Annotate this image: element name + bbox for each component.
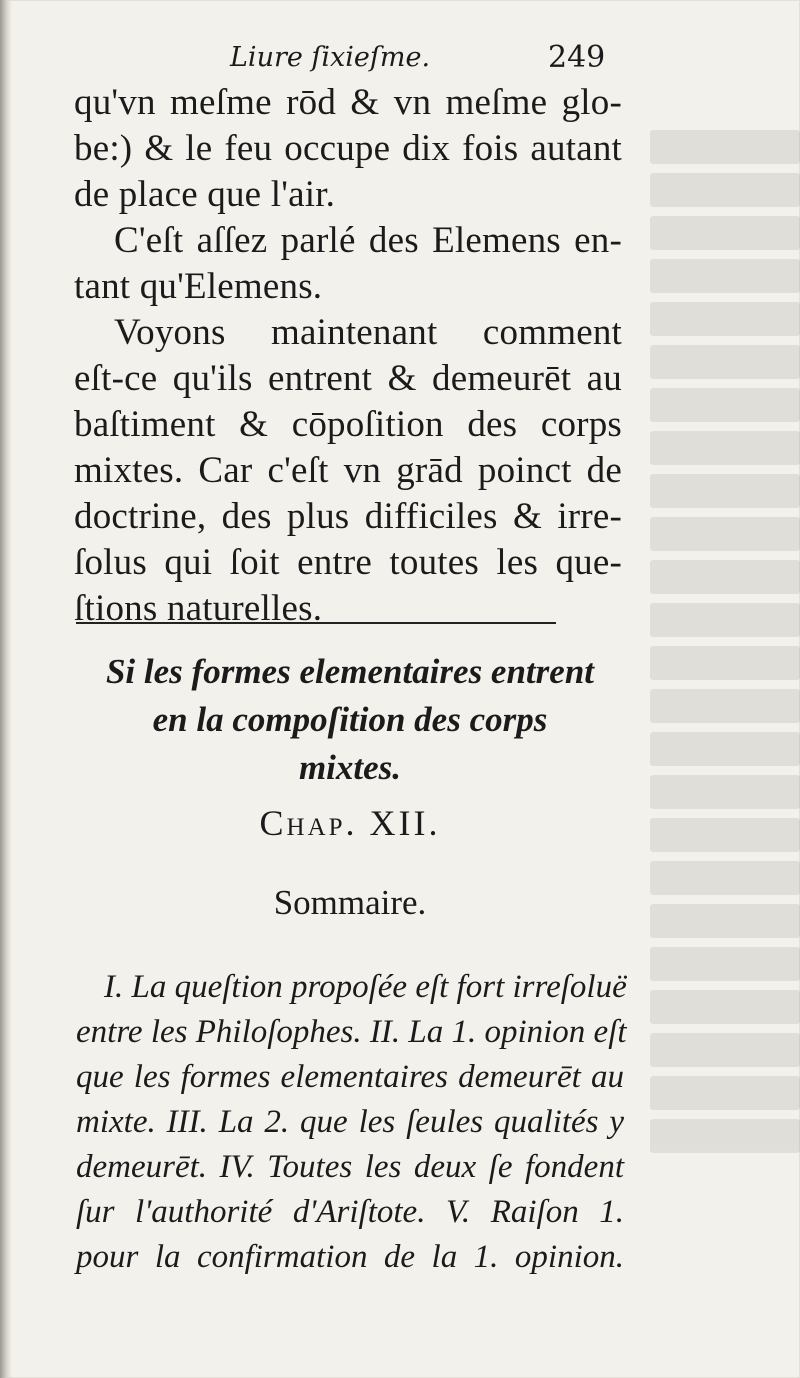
text-line: baſtiment & cōpoſition des corps bbox=[74, 404, 622, 445]
chapter-title-line: en la compoſition des corps bbox=[152, 700, 548, 739]
chapter-number bbox=[76, 802, 624, 844]
chapter-title bbox=[76, 648, 624, 792]
text-line: C'eſt aſſez parlé des Elemens en- bbox=[114, 220, 622, 261]
text-line: qu'vn meſme rōd & vn meſme glo- bbox=[74, 82, 622, 123]
chapter-title-line: Si les formes elementaires entrent bbox=[105, 652, 595, 691]
running-head-title: Liure ſixieſme. bbox=[230, 42, 431, 73]
summary-line: ſur l'authorité d'Ariſtote. V. Raiſon 1. bbox=[76, 1194, 624, 1230]
sommaire-heading: Sommaire. bbox=[273, 883, 427, 922]
show-through-ink bbox=[650, 130, 800, 1180]
page-number: 249 bbox=[548, 40, 606, 75]
summary-line: demeurēt. IV. Toutes les deux ſe fondent bbox=[76, 1149, 624, 1185]
summary-line: entre les Philoſophes. II. La 1. opinion eſt bbox=[76, 1014, 627, 1050]
text-line: mixtes. Car c'eſt vn grād poinct de bbox=[74, 450, 622, 491]
chapter-title-line: mixtes. bbox=[298, 748, 402, 787]
text-line: ſtions naturelles. bbox=[74, 588, 323, 629]
text-line: doctrine, des plus difficiles & irre- bbox=[74, 496, 622, 537]
text-line: eſt-ce qu'ils entrent & demeurēt au bbox=[74, 358, 622, 399]
summary-line: pour la confirmation de la 1. opinion. bbox=[76, 1239, 624, 1275]
text-line: Voyons maintenant comment bbox=[114, 312, 622, 353]
summary-line: mixte. III. La 2. que les ſeules qualités y bbox=[76, 1104, 624, 1140]
summary-line: I. La queſtion propoſée eſt fort irreſoluë bbox=[104, 969, 627, 1005]
text-line: de place que l'air. bbox=[74, 174, 336, 215]
page-gutter-shadow bbox=[0, 0, 12, 1378]
text-line: be:) & le feu occupe dix fois autant bbox=[74, 128, 622, 169]
chapter-number-text: Chap. XII. bbox=[259, 803, 441, 843]
body-text bbox=[74, 80, 622, 632]
chapter-summary bbox=[76, 965, 627, 1280]
text-line: tant qu'Elemens. bbox=[74, 266, 323, 307]
summary-line: que les formes elementaires demeurēt au bbox=[76, 1059, 624, 1095]
section-divider-rule bbox=[76, 622, 556, 624]
text-line: ſolus qui ſoit entre toutes les que- bbox=[74, 542, 622, 583]
